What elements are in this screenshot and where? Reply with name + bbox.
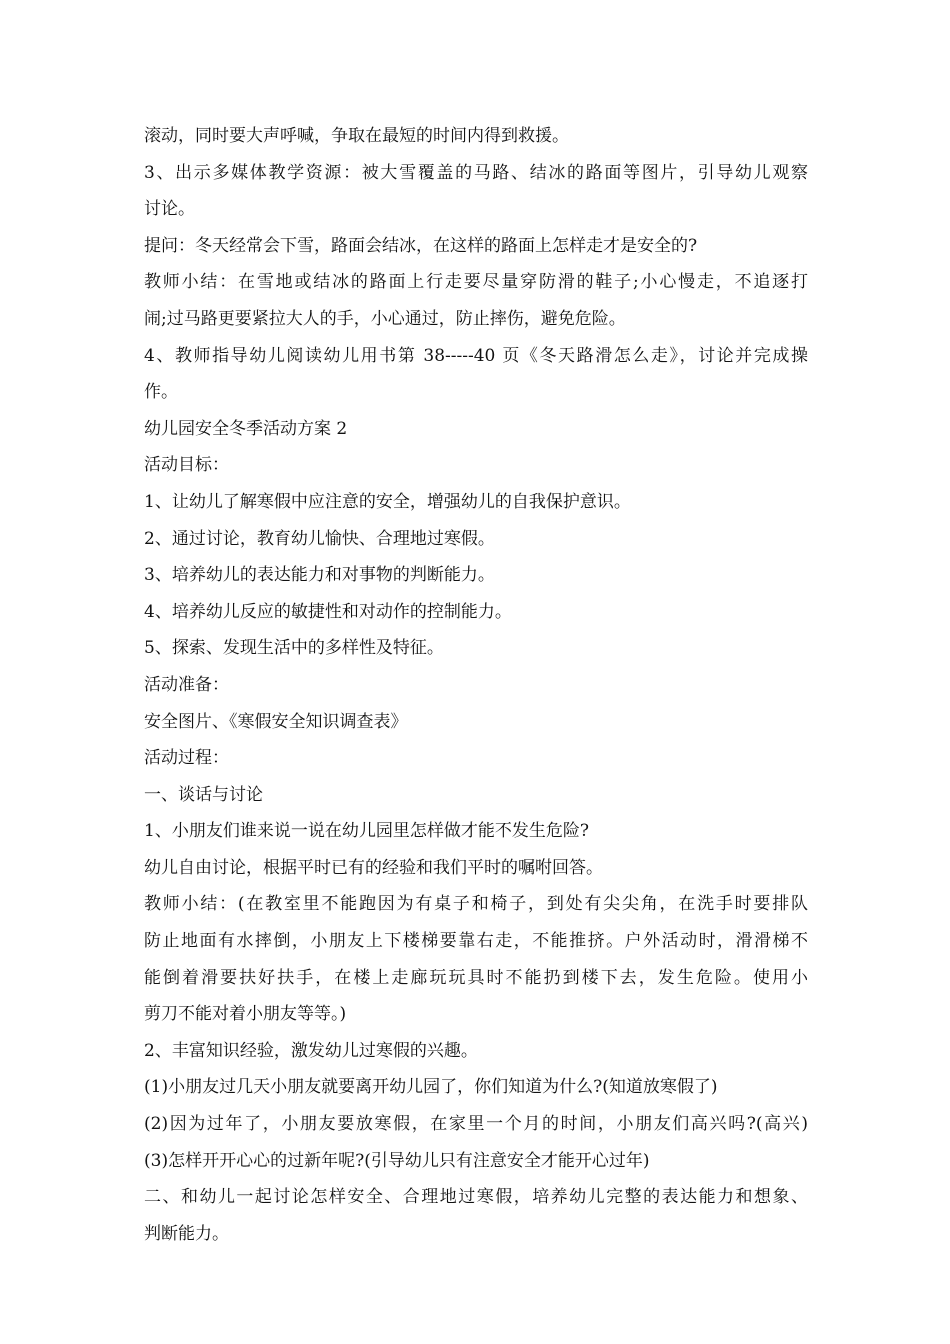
text-line: 活动过程： <box>144 748 229 769</box>
text-line: 判断能力。 <box>144 1223 229 1244</box>
text-line: 1、小朋友们谁来说一说在幼儿园里怎样做才能不发生危险? <box>144 821 589 842</box>
text-line: 4、培养幼儿反应的敏捷性和对动作的控制能力。 <box>144 601 512 622</box>
text-line: 2、丰富知识经验，激发幼儿过寒假的兴趣。 <box>144 1040 478 1061</box>
text-line: (2)因为过年了，小朋友要放寒假，在家里一个月的时间，小朋友们高兴吗?(高兴) <box>144 1114 808 1135</box>
text-line: 剪刀不能对着小朋友等等。) <box>144 1004 347 1025</box>
text-line: 幼儿自由讨论，根据平时已有的经验和我们平时的嘱咐回答。 <box>144 857 603 878</box>
text-line: 二、和幼儿一起讨论怎样安全、合理地过寒假，培养幼儿完整的表达能力和想象、 <box>144 1187 808 1208</box>
text-line: 活动准备： <box>144 674 229 695</box>
text-line: 讨论。 <box>144 199 195 220</box>
document-body <box>144 118 808 1252</box>
text-line: 教师小结：在雪地或结冰的路面上行走要尽量穿防滑的鞋子;小心慢走，不追逐打 <box>144 272 808 293</box>
text-line: 能倒着滑要扶好扶手，在楼上走廊玩玩具时不能扔到楼下去，发生危险。使用小 <box>144 967 808 988</box>
text-line: 滚动，同时要大声呼喊，争取在最短的时间内得到救援。 <box>144 126 569 146</box>
text-line: 2、通过讨论，教育幼儿愉快、合理地过寒假。 <box>144 528 495 549</box>
text-line: 安全图片、《寒假安全知识调查表》 <box>144 711 408 732</box>
text-line: 4、教师指导幼儿阅读幼儿用书第 38-----40 页《冬天路滑怎么走》，讨论并完成操 <box>144 345 808 366</box>
text-line: 闹;过马路更要紧拉大人的手，小心通过，防止摔伤，避免危险。 <box>144 308 626 329</box>
text-line: 1、让幼儿了解寒假中应注意的安全，增强幼儿的自我保护意识。 <box>144 491 631 512</box>
text-line: 一、谈话与讨论 <box>144 784 263 805</box>
text-line: 作。 <box>144 382 178 403</box>
text-line: 活动目标： <box>144 455 229 476</box>
section-heading: 幼儿园安全冬季活动方案 2 <box>144 418 348 439</box>
text-line: (3)怎样开开心心的过新年呢?(引导幼儿只有注意安全才能开心过年) <box>144 1150 650 1171</box>
text-line: 防止地面有水摔倒，小朋友上下楼梯要靠右走，不能推挤。户外活动时，滑滑梯不 <box>144 931 808 952</box>
text-line: 3、培养幼儿的表达能力和对事物的判断能力。 <box>144 565 495 586</box>
text-line: 教师小结：(在教室里不能跑因为有桌子和椅子，到处有尖尖角，在洗手时要排队 <box>144 894 808 915</box>
text-line: 3、出示多媒体教学资源：被大雪覆盖的马路、结冰的路面等图片，引导幼儿观察 <box>144 162 808 183</box>
text-line: 5、探索、发现生活中的多样性及特征。 <box>144 638 444 659</box>
text-line: 提问：冬天经常会下雪，路面会结冰，在这样的路面上怎样走才是安全的? <box>144 235 698 256</box>
text-line: (1)小朋友过几天小朋友就要离开幼儿园了，你们知道为什么?(知道放寒假了) <box>144 1077 718 1098</box>
